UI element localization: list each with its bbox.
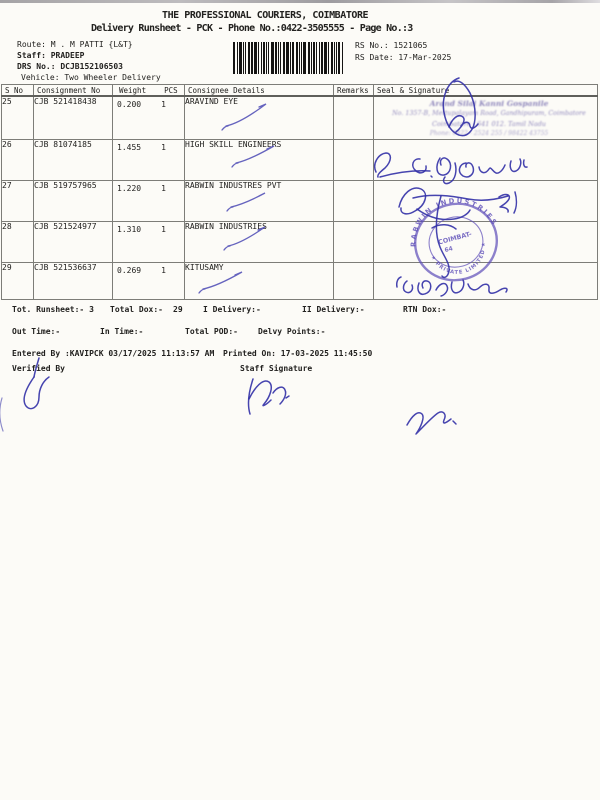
stamp-line: Phone: 0422 - 2524 255 / 98422 43755 — [429, 130, 549, 137]
cell-remarks — [334, 139, 374, 180]
cell-s-no: 29 — [2, 262, 34, 299]
scan-edge-artifact — [0, 0, 600, 3]
cell-pcs: 1 — [161, 142, 166, 152]
route-label: Route: — [17, 40, 46, 49]
rs-no-line — [355, 41, 427, 50]
cell-consignee: KITUSAMY — [185, 262, 334, 299]
staff-signature-label: Staff Signature — [240, 364, 313, 373]
route-value: M . M PATTI {L&T} — [50, 40, 133, 49]
table-row — [2, 221, 598, 262]
entered-by: Entered By :KAVIPCK 03/17/2025 11:13:57 AM — [12, 349, 215, 358]
column-header-consignee-details: Consignee Details — [185, 85, 334, 97]
stamp-ring-top-text: RABWIN INDUSTRIES — [409, 196, 500, 248]
stamp-center-line1: COIMBAT- — [437, 229, 473, 247]
drs-value: DCJB152106503 — [60, 62, 123, 71]
cell-s-no: 27 — [2, 180, 34, 221]
column-header-weight-pcs — [113, 85, 185, 97]
vehicle-line — [21, 73, 161, 82]
cell-s-no: 26 — [2, 139, 34, 180]
delvy-points: Delvy Points:- — [258, 327, 326, 336]
ii-delivery: II Delivery:- — [302, 305, 365, 314]
cell-weight: 1.455 — [117, 142, 142, 152]
cell-consignment-no: CJB 521524977 — [34, 221, 113, 262]
stamp-center-line2: 64 — [443, 245, 454, 255]
cell-consignment-no: CJB 521536637 — [34, 262, 113, 299]
vehicle-value: Two Wheeler Delivery — [64, 73, 161, 82]
column-header-s-no: S No — [2, 85, 34, 97]
tamil-address-stamp — [383, 99, 595, 139]
cell-weight: 1.220 — [117, 183, 142, 193]
total-pod: Total POD:- — [185, 327, 238, 336]
table-row — [2, 139, 598, 180]
document-subtitle: Delivery Runsheet - PCK - Phone No.:0422-3505555 - Page No.:3 — [91, 23, 413, 34]
route-line — [17, 40, 133, 49]
rs-no-value: 1521065 — [393, 41, 428, 50]
vehicle-label: Vehicle: — [21, 73, 60, 82]
cell-weight-pcs — [113, 262, 185, 299]
cell-pcs: 1 — [161, 265, 166, 275]
i-delivery: I Delivery:- — [203, 305, 261, 314]
cell-consignee: RABWIN INDUSTRES PVT — [185, 180, 334, 221]
total-dox-value: 29 — [173, 305, 183, 314]
table-header-row — [2, 85, 598, 97]
staff-label: Staff: — [17, 51, 46, 60]
rtn-dox: RTN Dox:- — [403, 305, 447, 314]
column-header-pcs: PCS — [164, 86, 178, 95]
rs-date-label: RS Date: — [355, 53, 394, 62]
document-title: THE PROFESSIONAL COURIERS, COIMBATORE — [162, 10, 369, 21]
cell-weight: 0.269 — [117, 265, 142, 275]
out-time: Out Time:- — [12, 327, 61, 336]
cell-pcs: 1 — [161, 100, 166, 109]
cell-consignment-no: CJB 519757965 — [34, 180, 113, 221]
stamp-line: Coimbatore - 641 012. Tamil Nadu — [432, 120, 546, 128]
table-row — [2, 180, 598, 221]
cell-s-no: 28 — [2, 221, 34, 262]
rs-date-value: 17-Mar-2025 — [398, 53, 452, 62]
column-header-seal-signature: Seal & Signature — [374, 85, 598, 97]
cell-seal-signature — [374, 180, 598, 221]
margin-pen-mark — [0, 398, 3, 431]
stamp-line: No. 1357-B, Mettupalayam Road, Gandhipuram, Coimbatore — [392, 110, 586, 117]
stamp-ring-bottom-text: ★ PRIVATE LIMITED ★ — [429, 241, 488, 276]
cell-remarks — [334, 96, 374, 139]
staff-value: PRADEEP — [50, 51, 85, 60]
staff-signature-ink — [249, 379, 289, 414]
drs-line — [17, 62, 123, 71]
tot-runsheet: Tot. Runsheet:- 3 — [12, 305, 94, 314]
column-header-weight: Weight — [119, 86, 147, 95]
cell-consignment-no: CJB 521418438 — [34, 96, 113, 139]
cell-weight-pcs — [113, 180, 185, 221]
rs-date-line — [355, 53, 451, 62]
cell-consignment-no: CJB 81074185 — [34, 139, 113, 180]
cell-remarks — [334, 221, 374, 262]
cell-pcs: 1 — [161, 224, 166, 234]
cell-s-no: 25 — [2, 96, 34, 139]
verified-by-label: Verified By — [12, 364, 65, 373]
table-row — [2, 262, 598, 299]
cell-remarks — [334, 262, 374, 299]
cell-seal-signature — [374, 221, 598, 262]
cell-weight-pcs — [113, 96, 185, 139]
cell-seal-signature — [374, 262, 598, 299]
cell-weight-pcs — [113, 139, 185, 180]
printed-on: Printed On: 17-03-2025 11:45:50 — [223, 349, 373, 358]
cell-weight: 1.310 — [117, 224, 142, 234]
cell-seal-signature — [374, 139, 598, 180]
staff-line — [17, 51, 84, 60]
stray-squiggle-signature — [407, 412, 456, 434]
cell-remarks — [334, 180, 374, 221]
column-header-consignment-no: Consignment No — [34, 85, 113, 97]
cell-weight-pcs — [113, 221, 185, 262]
barcode — [233, 42, 347, 74]
drs-label: DRS No.: — [17, 62, 56, 71]
cell-weight: 0.200 — [117, 100, 142, 109]
cell-consignee: ARAVIND EYE — [185, 96, 334, 139]
cell-consignee: HIGH SKILL ENGINEERS — [185, 139, 334, 180]
total-dox-label: Total Dox:- — [110, 305, 163, 314]
cell-pcs: 1 — [161, 183, 166, 193]
in-time: In Time:- — [100, 327, 144, 336]
rs-no-label: RS No.: — [355, 41, 389, 50]
column-header-remarks: Remarks — [334, 85, 374, 97]
cell-consignee: RABWIN INDUSTRIES — [185, 221, 334, 262]
stamp-line: Arand Silai Kanni Gospanile — [429, 99, 549, 108]
